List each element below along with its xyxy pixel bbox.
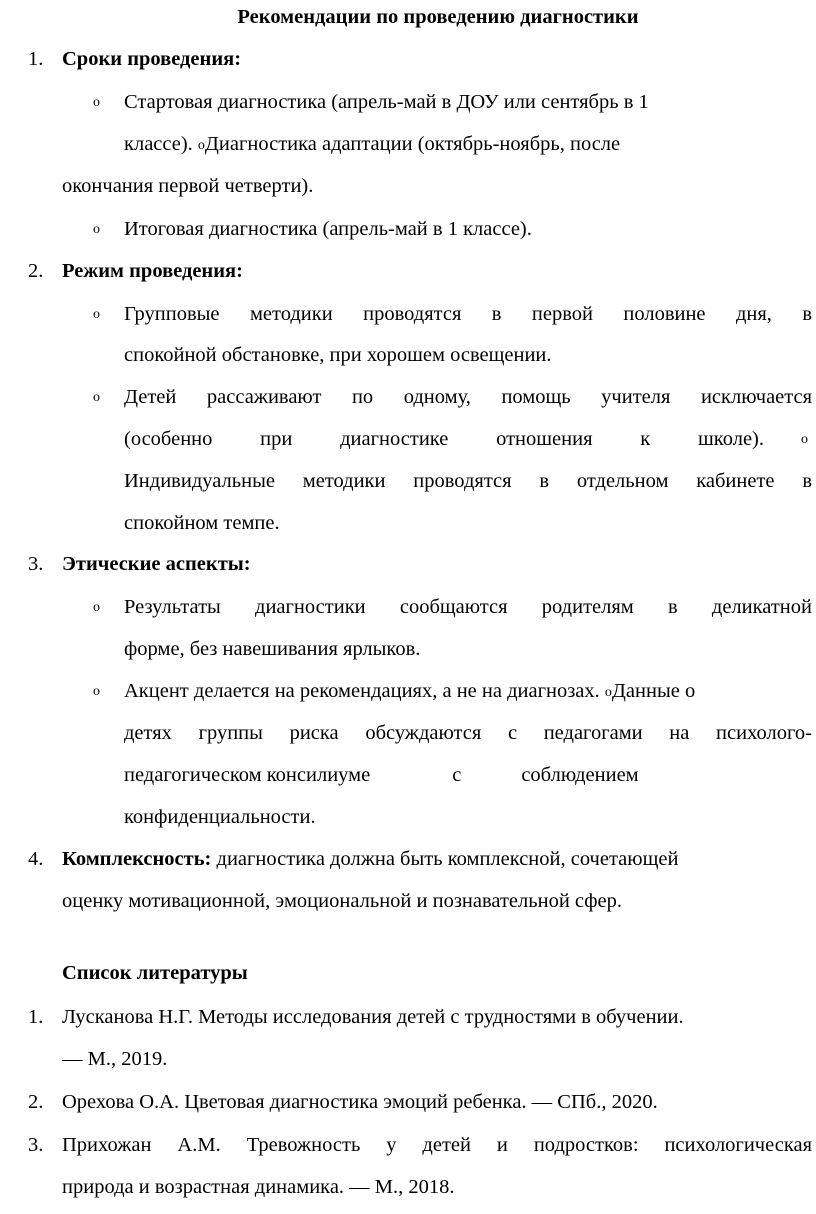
bullet-2-1-line-2: спокойной обстановке, при хорошем освещении. [124,344,552,366]
bullet-2-2-line-1: Детей рассаживают по одному, помощь учителя исключается [124,386,812,408]
bullet-3-3-line-3c: соблюдением [521,764,639,786]
bullet-1-2-line-2: окончания первой четверти). [62,175,314,197]
section-4-text-1: диагностика должна быть комплексной, сочетающей [216,848,679,870]
bullet-marker: o [93,95,100,110]
section-1-heading: Сроки проведения: [62,48,242,70]
bullet-3-3-line-3a: педагогическом консилиуме [124,764,371,786]
bullet-3-3-line-4: конфиденциальности. [124,806,316,828]
references-heading: Список литературы [62,962,248,984]
bullet-3-3-text: Данные о [611,680,696,702]
bullet-3-2-line-1 [124,676,695,706]
reference-3-line-1: Прихожан А.М. Тревожность у детей и подростков: психологическая [62,1134,812,1156]
section-4-line-1 [62,844,678,874]
bullet-1-3-line-1: Итоговая диагностика (апрель-май в 1 классе). [124,218,532,240]
bullet-1-1-text-2: классе). [124,133,193,155]
bullet-3-2-text: Акцент делается на рекомендациях, а не на диагнозах. [124,680,600,702]
reference-1-line-2: — М., 2019. [62,1048,168,1070]
bullet-marker: o [93,222,100,237]
bullet-2-1-line-1: Групповые методики проводятся в первой половине дня, в [124,303,812,325]
reference-1-number: 1. [28,1006,44,1028]
page-title: Рекомендации по проведению диагностики [237,6,639,28]
bullet-marker: o [197,138,205,153]
section-4-line-2: оценку мотивационной, эмоциональной и познавательной сфер. [62,890,623,912]
bullet-1-2-text: Диагностика адаптации (октябрь-ноябрь, после [204,133,621,155]
bullet-3-1-line-1: Результаты диагностики сообщаются родителям в деликатной [124,596,812,618]
reference-3-line-2: природа и возрастная динамика. — М., 2018. [62,1176,455,1198]
section-3-heading: Этические аспекты: [62,553,251,575]
bullet-marker: o [93,390,100,405]
bullet-3-1-line-2: форме, без навешивания ярлыков. [124,638,421,660]
section-4-heading: Комплексность: [62,848,212,870]
reference-1-line-1: Лусканова Н.Г. Методы исследования детей с трудностями в обучении. [62,1006,684,1028]
bullet-1-1-line-1: Стартовая диагностика (апрель-май в ДОУ или сентябрь в 1 [124,91,649,113]
reference-2-line-1: Орехова О.А. Цветовая диагностика эмоций ребенка. — СПб., 2020. [62,1091,658,1113]
bullet-marker: o [93,600,100,615]
bullet-marker: o [93,684,100,699]
bullet-1-1-line-2 [124,129,620,159]
bullet-3-3-line-2: детях группы риска обсуждаются с педагогами на психолого- [124,722,812,744]
section-2-number: 2. [28,260,44,282]
reference-2-number: 2. [28,1091,44,1113]
section-4-number: 4. [28,848,44,870]
bullet-marker: o [801,432,808,447]
bullet-2-3-line-2: спокойном темпе. [124,512,280,534]
bullet-3-3-line-3 [124,760,639,790]
bullet-marker: o [604,685,612,700]
bullet-2-2-line-2: (особенно при диагностике отношения к школе). [124,428,764,450]
bullet-3-3-line-3b: с [452,764,462,786]
section-1-number: 1. [28,48,44,70]
reference-3-number: 3. [28,1134,44,1156]
section-3-number: 3. [28,553,44,575]
section-2-heading: Режим проведения: [62,260,243,282]
bullet-2-3-line-1: Индивидуальные методики проводятся в отдельном кабинете в [124,470,812,492]
bullet-marker: o [93,307,100,322]
